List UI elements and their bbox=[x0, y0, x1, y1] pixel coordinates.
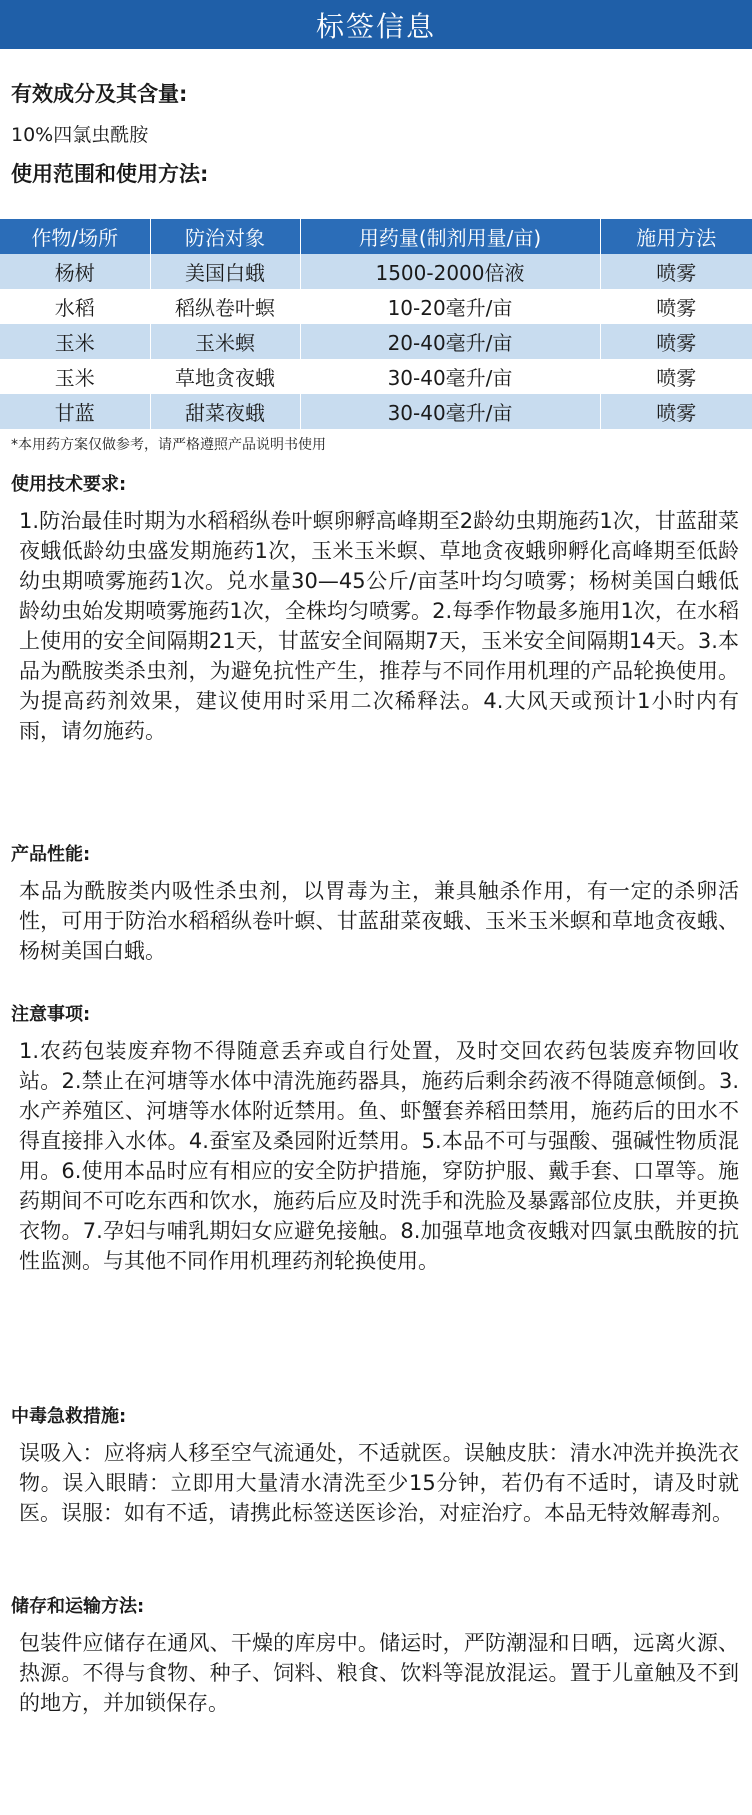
table-cell: 水稻 bbox=[0, 289, 150, 324]
firstaid-text: 误吸入：应将病人移至空气流通处，不适就医。误触皮肤：清水冲洗并换洗衣物。误入眼睛：立即用大量清水清洗至少15分钟，若仍有不适时，请及时就医。误服：如有不适，请携此标签送医诊治，对症治疗。本品无特效解毒剂。 bbox=[19, 1441, 739, 1525]
table-cell: 美国白蛾 bbox=[150, 254, 300, 289]
table-cell: 1500-2000倍液 bbox=[300, 254, 600, 289]
table-header-cell: 施用方法 bbox=[600, 219, 752, 254]
table-row bbox=[0, 289, 752, 324]
table-cell: 喷雾 bbox=[656, 296, 697, 320]
ingredient-label: 有效成分及其含量: bbox=[11, 82, 188, 106]
table-header-cell: 防治对象 bbox=[150, 219, 300, 254]
table-cell: 草地贪夜蛾 bbox=[150, 359, 300, 394]
table-cell: 20-40毫升/亩 bbox=[300, 324, 600, 359]
table-footnote: *本用药方案仅做参考，请严格遵照产品说明书使用 bbox=[11, 437, 326, 453]
table-cell: 玉米 bbox=[0, 324, 150, 359]
table-cell: 喷雾 bbox=[600, 254, 752, 289]
page-title: 标签信息 bbox=[315, 9, 436, 43]
storage-label: 储存和运输方法: bbox=[11, 1596, 145, 1617]
tech-text: 1.防治最佳时期为水稻稻纵卷叶螟卵孵高峰期至2龄幼虫期施药1次，甘蓝甜菜夜蛾低龄幼虫盛发期施药1次，玉米玉米螟、草地贪夜蛾卵孵化高峰期至低龄幼虫期喷雾施药1次。兑水量30—45公斤/亩茎叶均匀喷雾；杨树美国白蛾低龄幼虫始发期喷雾施药1次，全株均匀喷雾。2.每季作物最多施用1次，在水稻上使用的安全间隔期21天，甘蓝安全间隔期7天，玉米安全间隔期14天。3.本品为酰胺类杀虫剂，为避免抗性产生，推荐与不同作用机理的产品轮换使用。为提高药剂效果，建议使用时采用二次稀释法。4.大风天或预计1小时内有雨，请勿施药。 bbox=[19, 509, 739, 743]
table-cell: 30-40毫升/亩 bbox=[300, 394, 600, 429]
table-cell: 玉米螟 bbox=[150, 324, 300, 359]
table-header-row bbox=[0, 219, 752, 254]
table-cell: 30-40毫升/亩 bbox=[300, 359, 600, 394]
caution-label: 注意事项: bbox=[11, 1004, 91, 1025]
table-cell: 杨树 bbox=[0, 254, 150, 289]
table-row bbox=[0, 254, 752, 289]
table-row bbox=[0, 359, 752, 394]
table-cell: 喷雾 bbox=[600, 394, 752, 429]
table-header-cell: 作物/场所 bbox=[0, 219, 150, 254]
caution-text: 1.农药包装废弃物不得随意丢弃或自行处置，及时交回农药包装废弃物回收站。2.禁止在河塘等水体中清洗施药器具，施药后剩余药液不得随意倾倒。3.水产养殖区、河塘等水体附近禁用。鱼、虾蟹套养稻田禁用，施药后的田水不得直接排入水体。4.蚕室及桑园附近禁用。5.本品不可与强酸、强碱性物质混用。6.使用本品时应有相应的安全防护措施，穿防护服、戴手套、口罩等。施药期间不可吃东西和饮水，施药后应及时洗手和洗脸及暴露部位皮肤，并更换衣物。7.孕妇与哺乳期妇女应避免接触。8.加强草地贪夜蛾对四氯虫酰胺的抗性监测。与其他不同作用机理药剂轮换使用。 bbox=[19, 1039, 739, 1273]
table-cell: 甜菜夜蛾 bbox=[150, 394, 300, 429]
performance-label: 产品性能: bbox=[11, 844, 91, 865]
tech-label: 使用技术要求: bbox=[11, 474, 127, 495]
table-cell: 稻纵卷叶螟 bbox=[150, 289, 300, 324]
storage-text: 包装件应储存在通风、干燥的库房中。储运时，严防潮湿和日晒，远离火源、热源。不得与食物、种子、饲料、粮食、饮料等混放混运。置于儿童触及不到的地方，并加锁保存。 bbox=[19, 1631, 739, 1715]
dosage-table bbox=[0, 219, 752, 429]
firstaid-label: 中毒急救措施: bbox=[11, 1406, 127, 1427]
table-cell: 10-20毫升/亩 bbox=[300, 289, 600, 324]
performance-text: 本品为酰胺类内吸性杀虫剂，以胃毒为主，兼具触杀作用，有一定的杀卵活性，可用于防治水稻稻纵卷叶螟、甘蓝甜菜夜蛾、玉米玉米螟和草地贪夜蛾、杨树美国白蛾。 bbox=[19, 879, 739, 963]
table-cell: 甘蓝 bbox=[0, 394, 150, 429]
usage-label: 使用范围和使用方法: bbox=[11, 162, 209, 186]
table-cell: 玉米 bbox=[0, 359, 150, 394]
table-cell: 喷雾 bbox=[656, 366, 697, 390]
ingredient-value: 10%四氯虫酰胺 bbox=[11, 124, 149, 146]
table-header-cell: 用药量(制剂用量/亩) bbox=[300, 219, 600, 254]
table-row bbox=[0, 394, 752, 429]
table-row bbox=[0, 324, 752, 359]
header-bar bbox=[0, 0, 752, 49]
table-cell: 喷雾 bbox=[600, 324, 752, 359]
